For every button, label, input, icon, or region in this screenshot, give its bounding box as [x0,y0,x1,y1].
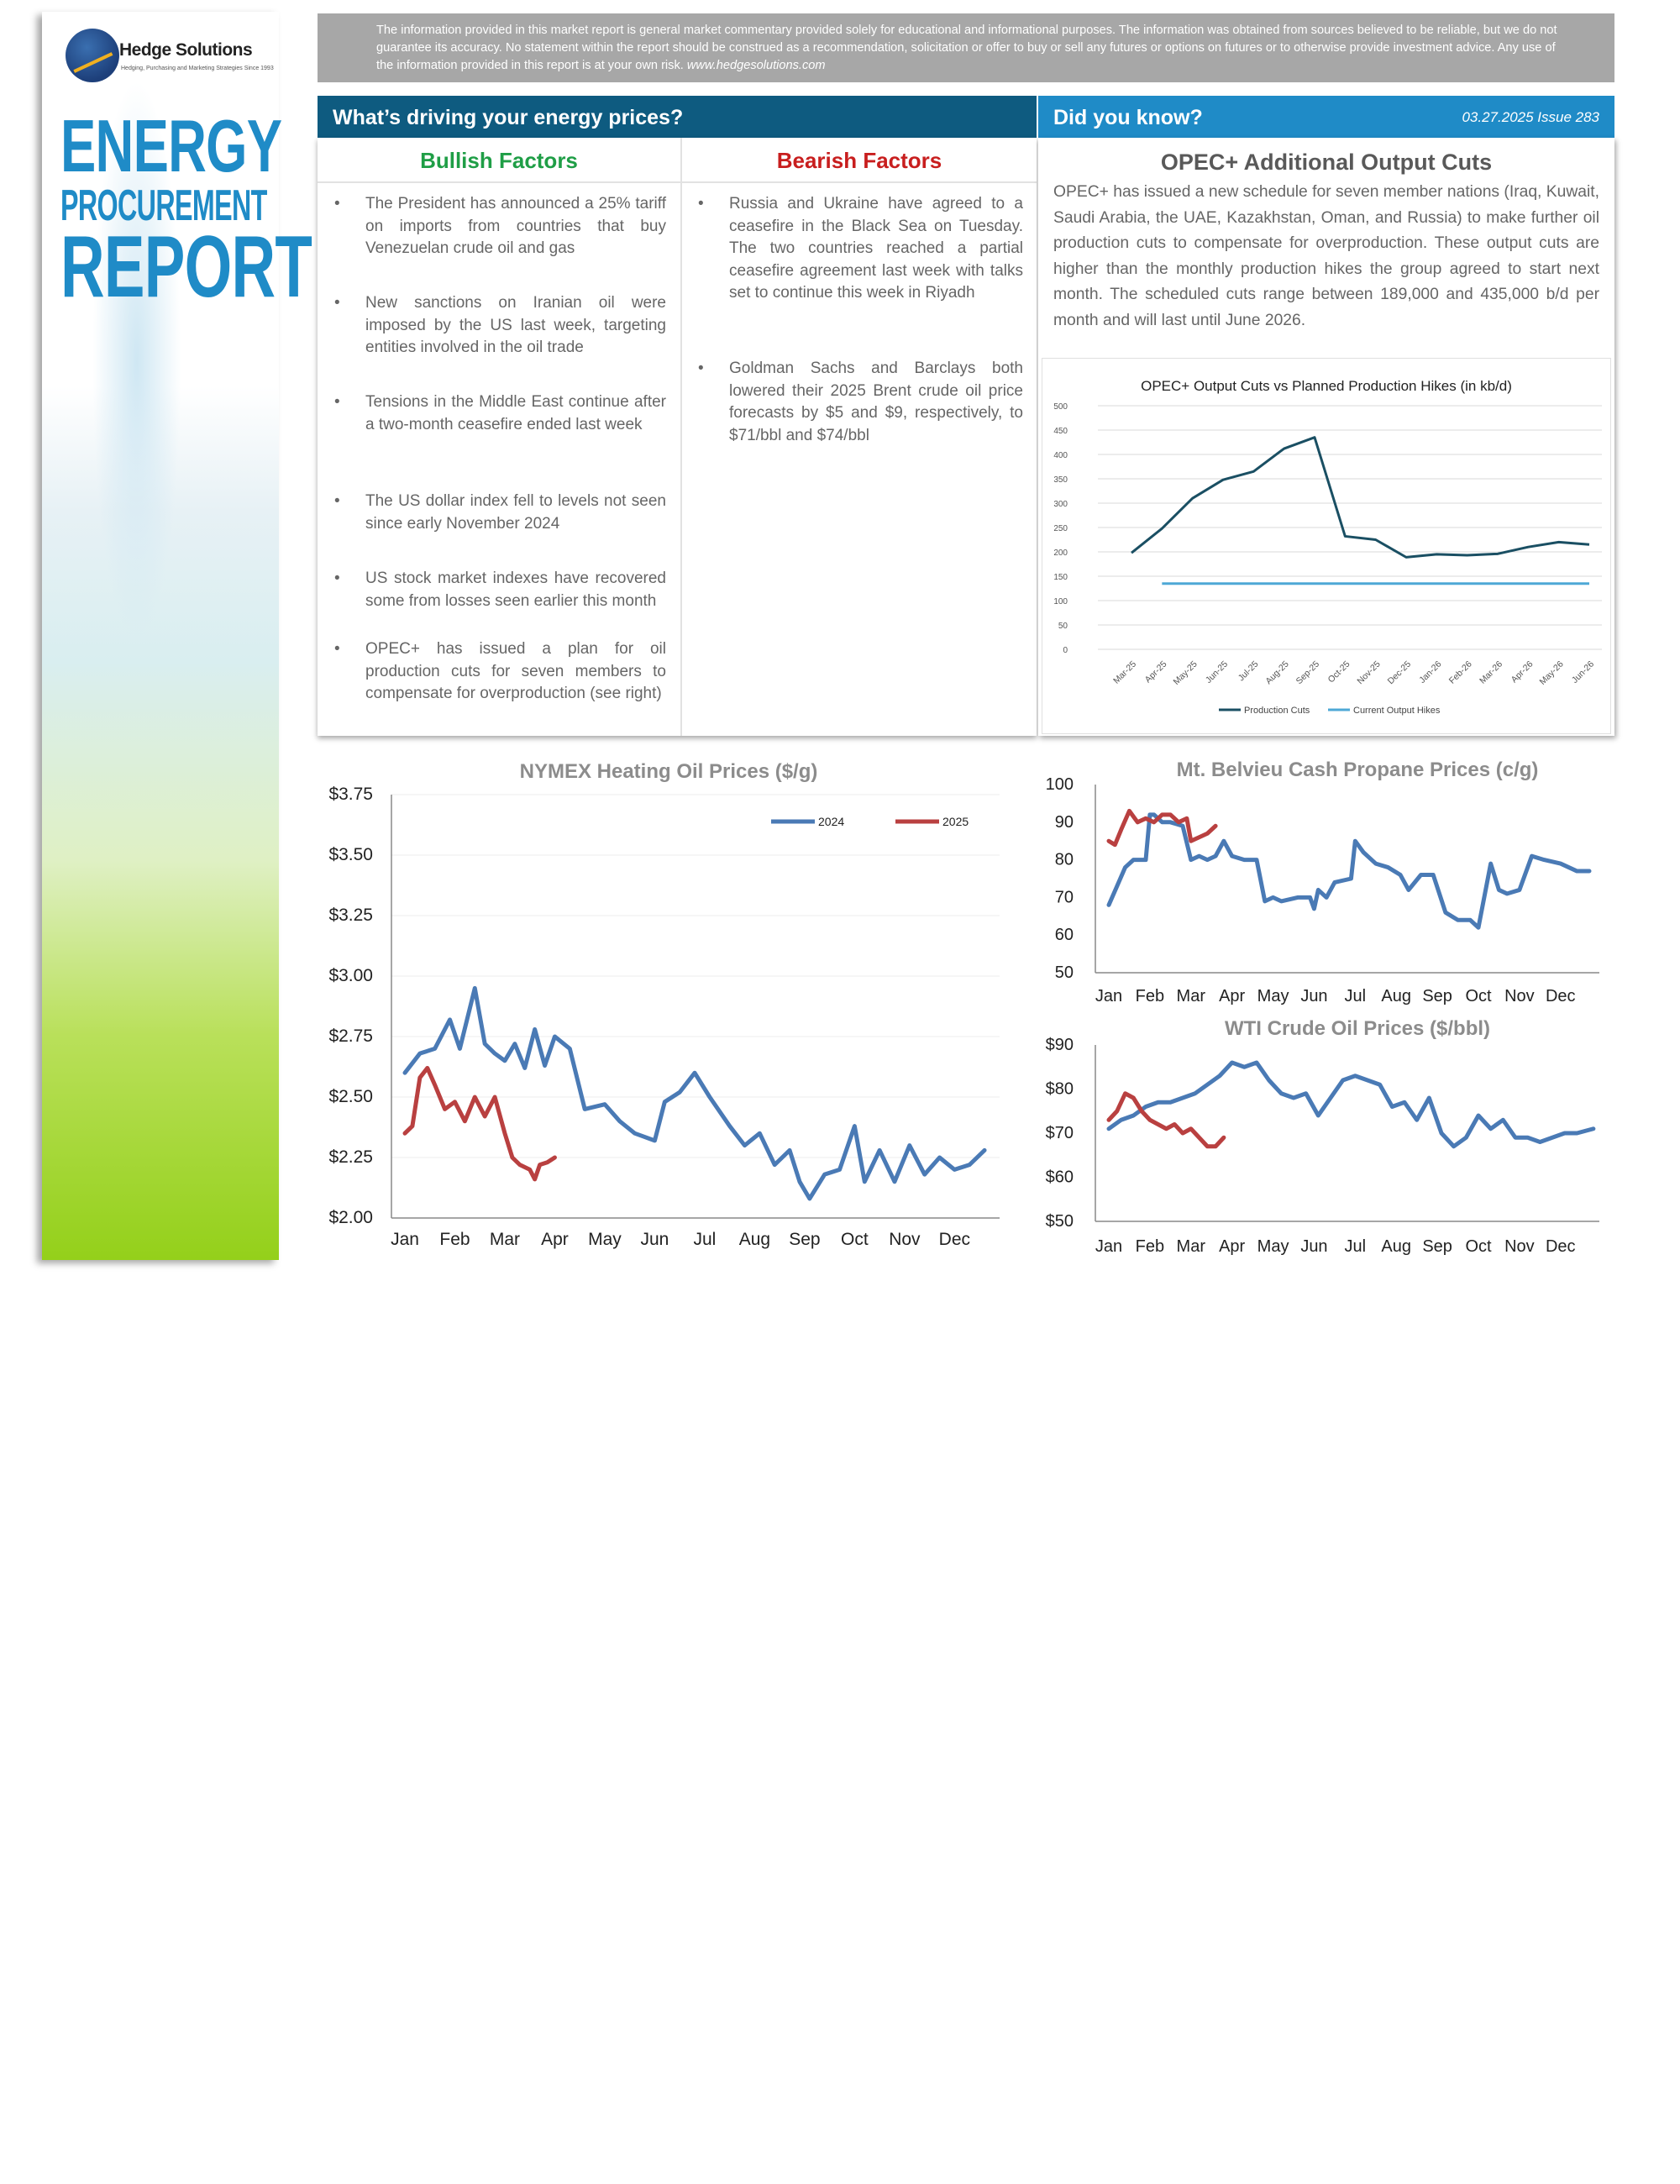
did-you-know-panel [1038,138,1614,736]
wti-x-tick: Nov [1504,1237,1535,1256]
bullish-item: • The US dollar index fell to levels not seen since early November 2024 [334,492,666,533]
heating-x-tick: Sep [789,1230,821,1249]
header-divider [318,181,1037,183]
bearish-item: • Russia and Ukraine have agreed to a ceasefire in the Black Sea on Tuesday. The two countries reached a partial ceasefire agreement last week with talks set to continue this week in Riyadh [698,195,1023,302]
opec-chart-title: OPEC+ Output Cuts vs Planned Production Hikes (in kb/d) [1141,378,1512,394]
wti-x-tick: Mar [1176,1237,1206,1256]
hedge-solutions-logo [66,24,274,91]
heating-y-tick: $3.00 [328,966,373,985]
disclaimer-box [318,13,1614,82]
drivers-header-title: What’s driving your energy prices? [333,106,684,129]
did-you-know-header [1038,96,1614,138]
heating-x-tick: May [588,1230,622,1249]
heating-legend-label: 2024 [818,815,845,828]
bullish-item: • New sanctions on Iranian oil were imposed by the US last week, targeting entities involved in the oil trade [334,294,666,357]
wti-y-tick: $60 [1045,1168,1074,1187]
opec-y-tick: 200 [1053,549,1068,558]
opec-x-tick: May-25 [1171,659,1200,687]
opec-x-tick: Oct-25 [1326,659,1352,685]
heating-y-tick: $3.25 [328,906,373,925]
opec-chart [1042,359,1610,733]
report-title-line-1: ENERGY [60,104,282,187]
propane-y-tick: 50 [1054,963,1074,982]
bearish-title: Bearish Factors [776,148,942,173]
report-title-line-2: PROCUREMENT [60,181,267,230]
propane-x-tick: Jan [1095,987,1123,1005]
bullish-item: • Tensions in the Middle East continue after a two-month ceasefire ended last week [334,393,666,433]
wti-x-tick: Apr [1219,1237,1246,1256]
wti-chart [1038,1008,1614,1260]
heating-x-tick: Dec [938,1230,971,1249]
propane-x-tick: Jun [1300,987,1328,1005]
opec-x-tick: Feb-26 [1446,659,1474,686]
opec-x-tick: May-26 [1537,659,1566,687]
bullish-title: Bullish Factors [420,148,578,173]
opec-x-tick: Aug-25 [1263,659,1291,687]
propane-y-tick: 80 [1054,850,1074,869]
heating-series-line-2024 [405,988,984,1199]
propane-x-tick: Feb [1135,987,1165,1005]
disclaimer-text [376,22,1569,75]
heating-oil-chart [318,748,1015,1260]
opec-x-tick: Jul-25 [1236,659,1261,684]
wti-x-tick: Jan [1095,1237,1123,1256]
factors-panel [318,138,1037,736]
brand-tagline: Hedging, Purchasing and Marketing Strategies Since 1993 [121,66,274,71]
propane-x-tick: Mar [1176,987,1206,1005]
heating-y-tick: $2.00 [328,1208,373,1227]
opec-y-tick: 100 [1053,597,1068,606]
sidebar [42,12,312,1260]
opec-x-tick: Nov-25 [1355,659,1383,687]
heating-legend-label: 2025 [942,815,969,828]
drivers-header [318,96,1037,138]
propane-y-tick: 60 [1054,926,1074,945]
propane-y-tick: 90 [1054,812,1074,832]
propane-series-line-2024 [1109,815,1589,927]
heating-y-tick: $2.50 [328,1087,373,1106]
disclaimer-body: The information provided in this market report is general market commentary provided solely for educational and informational purposes. The information was obtained from sources believed to be reliable, but we do not guarantee its accuracy. No statement within the report should be construed as a recommendation, solicitation or offer to buy or sell any futures or options on futures or to otherwise provide investment advice. Any use of the information provided in this report is at your own risk. [376,24,1557,72]
opec-x-tick: Jun-25 [1203,659,1231,685]
wti-x-tick: Aug [1381,1237,1412,1256]
opec-y-tick: 50 [1058,622,1068,631]
propane-series-line-2025 [1109,811,1215,844]
opec-y-tick: 400 [1053,451,1068,460]
heating-y-tick: $3.50 [328,845,373,864]
wti-y-tick: $90 [1045,1036,1074,1054]
heating-chart-title: NYMEX Heating Oil Prices ($/g) [519,760,818,783]
wti-x-tick: Jun [1300,1237,1328,1256]
opec-y-tick: 250 [1053,524,1068,533]
bullish-item: • US stock market indexes have recovered some from losses seen earlier this month [334,570,666,610]
propane-x-tick: Apr [1219,987,1246,1005]
heating-x-tick: Mar [489,1230,521,1249]
propane-x-tick: Oct [1465,987,1492,1005]
heating-x-tick: Aug [738,1230,771,1249]
heating-x-tick: Jul [693,1230,717,1249]
opec-x-tick: Mar-26 [1478,659,1505,686]
opec-x-tick: Dec-25 [1385,659,1414,687]
opec-x-tick: Mar-25 [1111,659,1139,686]
wti-y-tick: $80 [1045,1079,1074,1099]
bearish-item: • Goldman Sachs and Barclays both lowered their 2025 Brent crude oil price forecasts by $5 and $9, respectively, to $71/bbl and $74/bbl [698,360,1023,444]
did-you-know-header-title: Did you know? [1053,106,1203,129]
propane-x-tick: Nov [1504,987,1535,1005]
opec-y-tick: 150 [1053,573,1068,582]
propane-chart [1038,748,1614,1008]
report-title [60,104,312,316]
opec-y-tick: 0 [1063,646,1068,655]
wti-y-tick: $70 [1045,1124,1074,1142]
wti-y-tick: $50 [1045,1212,1074,1231]
did-you-know-title: OPEC+ Additional Output Cuts [1160,150,1493,175]
opec-series-line-1 [1131,438,1589,558]
issue-date: 03.27.2025 Issue 283 [1462,109,1599,125]
website-link[interactable]: www.hedgesolutions.com [686,59,826,72]
heating-x-tick: Feb [439,1230,470,1249]
wti-x-tick: Dec [1545,1237,1576,1256]
heating-x-tick: Nov [889,1230,921,1249]
wti-x-tick: May [1257,1237,1289,1256]
column-divider [680,138,682,736]
heating-y-tick: $3.75 [328,785,373,804]
propane-x-tick: Jul [1344,987,1367,1005]
propane-chart-title: Mt. Belvieu Cash Propane Prices (c/g) [1176,759,1539,781]
heating-x-tick: Apr [541,1230,569,1249]
bullish-item: • OPEC+ has issued a plan for oil production cuts for seven members to compensate for overproduction (see right) [334,640,666,703]
heating-x-tick: Jan [391,1230,419,1249]
propane-y-tick: 70 [1054,888,1074,907]
heating-y-tick: $2.75 [328,1026,373,1046]
did-you-know-text: OPEC+ has issued a new schedule for seven member nations (Iraq, Kuwait, Saudi Arabia, the UAE, Kazakhstan, Oman, and Russia) to make further oil production cuts to compensate for overproduction. These output cuts are higher than the monthly production hikes the group agreed to start next month. The scheduled cuts range between 189,000 and 435,000 b/d per month and will last until June 2026. [1053,183,1599,329]
report-title-line-3: REPORT [60,218,312,316]
opec-x-tick: Jan-26 [1417,659,1444,685]
bullish-item: • The President has announced a 25% tariff on imports from countries that buy Venezuelan crude oil and gas [334,195,666,258]
propane-x-tick: Sep [1422,987,1452,1005]
opec-x-tick: Apr-25 [1142,659,1169,685]
wti-x-tick: Feb [1135,1237,1165,1256]
wti-x-tick: Sep [1422,1237,1452,1256]
opec-y-tick: 350 [1053,475,1068,485]
wti-chart-title: WTI Crude Oil Prices ($/bbl) [1224,1017,1491,1040]
heating-x-tick: Oct [841,1230,869,1249]
wti-x-tick: Oct [1465,1237,1492,1256]
opec-chart-box [1042,358,1611,734]
propane-x-tick: Aug [1381,987,1412,1005]
heating-series-line-2025 [405,1068,554,1179]
propane-x-tick: May [1257,987,1289,1005]
opec-x-tick: Jun-26 [1569,659,1597,685]
brand-name: Hedge Solutions [119,40,253,60]
propane-y-tick: 100 [1045,775,1074,794]
opec-x-tick: Apr-26 [1509,659,1536,685]
wti-x-tick: Jul [1344,1237,1367,1256]
opec-y-tick: 300 [1053,500,1068,509]
opec-y-tick: 500 [1053,402,1068,412]
heating-y-tick: $2.25 [328,1147,373,1167]
opec-legend-label: Current Output Hikes [1353,706,1441,716]
opec-legend-label: Production Cuts [1244,706,1310,716]
opec-x-tick: Sep-25 [1294,659,1322,687]
logo-globe-icon [66,29,119,82]
opec-y-tick: 450 [1053,427,1068,436]
heating-x-tick: Jun [640,1230,669,1249]
propane-x-tick: Dec [1545,987,1576,1005]
